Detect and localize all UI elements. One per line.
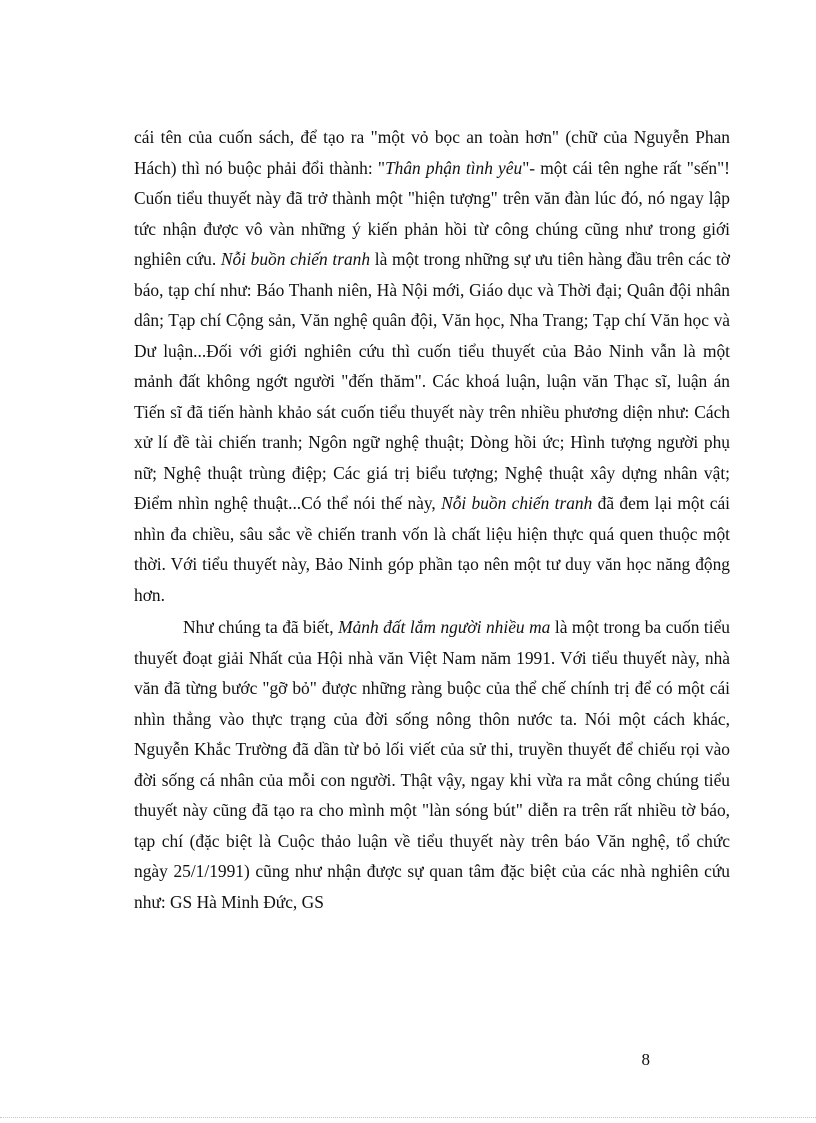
paragraph-1 [134,122,730,610]
page-number: 8 [641,1050,650,1069]
text-run: "- một cái tên nghe rất "sến"! Cuốn tiểu thuyết này đã trở thành một "hiện tượng" trên văn đàn lúc đó, nó ngay lập tức nhận được vô vàn những ý kiến phản hồi từ công chúng cũng như trong giới nghiên cứu. [134,157,730,269]
text-run: đã đem lại một cái nhìn đa chiều, sâu sắc về chiến tranh vốn là chất liệu hiện thực quá quen thuộc một thời. Với tiểu thuyết này, Bảo Ninh góp phần tạo nên một tư duy văn học năng động hơn. [134,493,731,605]
body-text [134,122,730,917]
page-bottom-divider [0,1117,816,1118]
text-run: Như chúng ta đã biết, [183,617,339,637]
italic-title-text: Nỗi buồn chiến tranh [220,249,371,269]
text-run: là một trong những sự ưu tiên hàng đầu trên các tờ báo, tạp chí như: Báo Thanh niên, Hà Nội mới, Giáo dục và Thời đại; Quân đội nhân dân; Tạp chí Cộng sản, Văn nghệ quân đội, Văn học, Nha Trang; Tạp chí Văn học và Dư luận...Đối với giới nghiên cứu thì cuốn tiểu thuyết của Bảo Ninh vẫn là một mảnh đất không ngớt người "đến thăm". Các khoá luận, luận văn Thạc sĩ, luận án Tiến sĩ đã tiến hành khảo sát cuốn tiểu thuyết này trên nhiều phương diện như: Cách xử lí đề tài chiến tranh; Ngôn ngữ nghệ thuật; Dòng hồi ức; Hình tượng người phụ nữ; Nghệ thuật trùng điệp; Các giá trị biểu tượng; Nghệ thuật xây dựng nhân vật; Điểm nhìn nghệ thuật...Có thể nói thế này, [134,249,731,513]
text-run: là một trong ba cuốn tiểu thuyết đoạt giải Nhất của Hội nhà văn Việt Nam năm 1991. Với tiểu thuyết này, nhà văn đã từng bước "gỡ bỏ" được những ràng buộc của thể chế chính trị để có một cái nhìn thẳng vào thực trạng của đời sống nông thôn nước ta. Nói một cách khác, Nguyễn Khắc Trường đã dần từ bỏ lối viết của sử thi, truyền thuyết để chiếu rọi vào đời sống cá nhân của mỗi con người. Thật vậy, ngay khi vừa ra mắt công chúng tiểu thuyết này cũng đã tạo ra cho mình một "làn sóng bút" diễn ra trên rất nhiều tờ báo, tạp chí (đặc biệt là Cuộc thảo luận về tiểu thuyết này trên báo Văn nghệ, tổ chức ngày 25/1/1991) cũng như nhận được sự quan tâm đặc biệt của các nhà nghiên cứu như: GS Hà Minh Đức, GS [134,617,731,912]
italic-title-text: Nỗi buồn chiến tranh [441,493,593,513]
italic-title-text: Mảnh đất lắm người nhiều ma [338,617,551,637]
text-run: cái tên của cuốn sách, để tạo ra "một vỏ bọc an toàn hơn" (chữ của Nguyễn Phan Hách) thì nó buộc phải đổi thành: " [134,127,730,178]
italic-title-text: Thân phận tình yêu [384,157,523,178]
paragraph-2 [134,612,730,917]
